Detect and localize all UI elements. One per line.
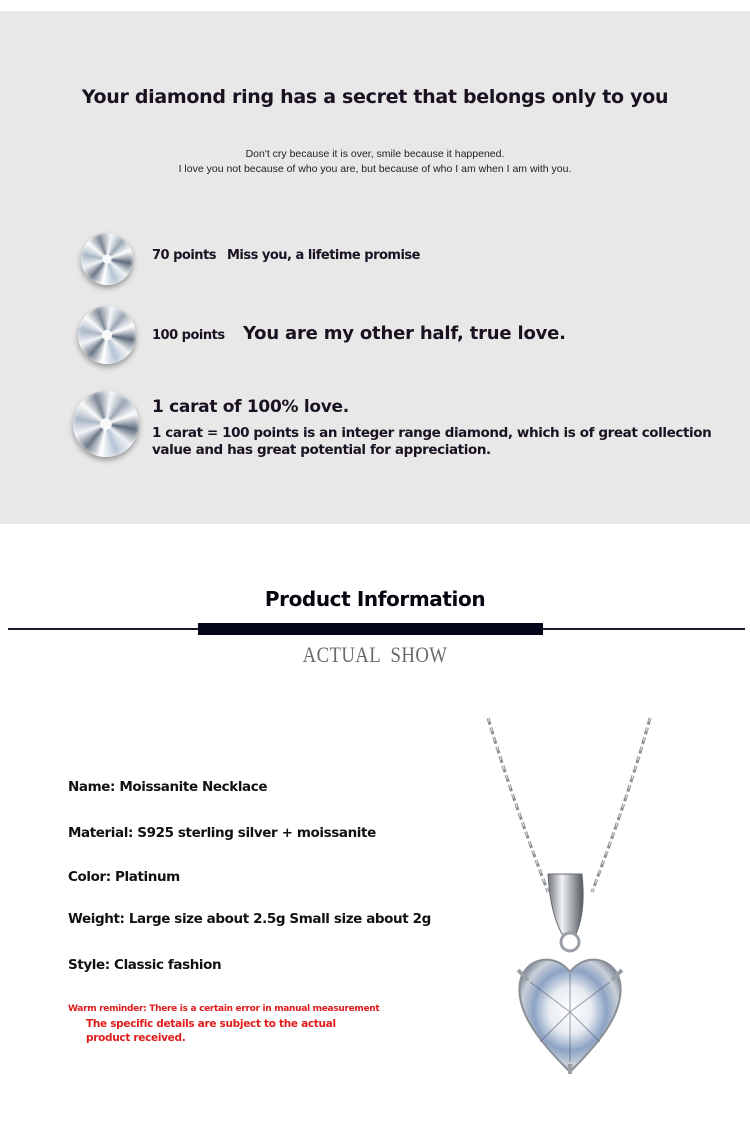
warning-line-2: The specific details are subject to the actual product received. xyxy=(86,1018,336,1044)
divider-bar xyxy=(198,623,543,635)
spec-material: Material: S925 sterling silver + moissanite xyxy=(68,825,376,841)
diamond-row-points: 100 points xyxy=(152,328,225,343)
hero-quote-line-2: I love you not because of who you are, but because of who I am when I am with you. xyxy=(178,163,572,175)
heart-pendant-necklace-image xyxy=(470,712,670,1092)
spec-weight: Weight: Large size about 2.5g Small size about 2g xyxy=(68,911,431,927)
spec-name: Name: Moissanite Necklace xyxy=(68,779,268,795)
diamond-row-text: Miss you, a lifetime promise xyxy=(227,248,420,263)
diamond-row-text: 1 carat = 100 points is an integer range diamond, which is of great collection value and has great potential for appreciation. xyxy=(152,425,712,458)
warning-line-1: Warm reminder: There is a certain error in manual measurement xyxy=(68,1004,380,1014)
diamond-row-text: You are my other half, true love. xyxy=(243,323,566,344)
round-diamond-icon xyxy=(78,306,136,364)
spec-style: Style: Classic fashion xyxy=(68,957,222,973)
round-diamond-icon xyxy=(81,233,133,285)
product-info-subtitle: ACTUAL SHOW xyxy=(302,642,448,667)
diamond-row-points: 70 points xyxy=(152,248,217,263)
spec-color: Color: Platinum xyxy=(68,869,180,885)
product-info-title: Product Information xyxy=(264,587,486,611)
hero-quote-line-1: Don't cry because it is over, smile because it happened. xyxy=(245,148,505,160)
round-diamond-icon xyxy=(73,391,139,457)
hero-headline: Your diamond ring has a secret that belongs only to you xyxy=(81,86,669,108)
diamond-row-title: 1 carat of 100% love. xyxy=(152,397,349,417)
